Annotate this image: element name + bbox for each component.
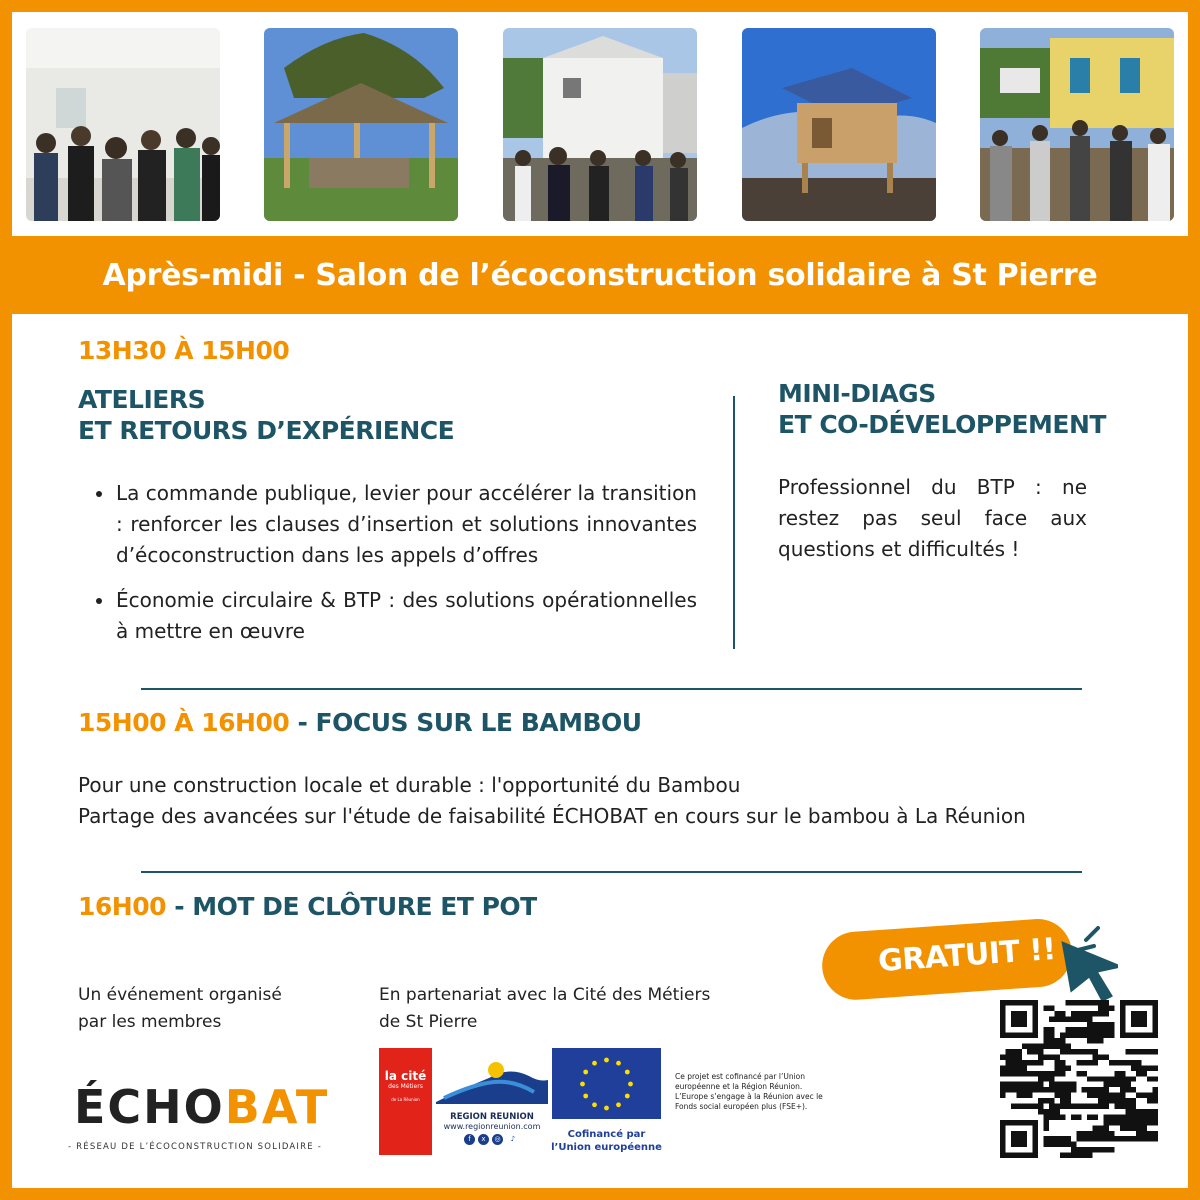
cite-line2: des Métiers: [388, 1083, 423, 1090]
cite-line3: de La Réunion: [391, 1097, 420, 1102]
mini-diags-heading-line1: MINI-DIAGS: [778, 379, 936, 408]
region-reunion-logo: [434, 1058, 550, 1158]
workshops-heading-line2: ET RETOURS D’EXPÉRIENCE: [78, 416, 455, 445]
session2-title: - FOCUS SUR LE BAMBOU: [289, 708, 642, 737]
column-divider: [733, 396, 735, 649]
session3-title: - MOT DE CLÔTURE ET POT: [166, 892, 537, 921]
eu-caption: [544, 1128, 669, 1154]
session2-time: 15H00 À 16H00: [78, 708, 290, 737]
list-item: Économie circulaire & BTP : des solutions opérationnelles à mettre en œuvre: [92, 585, 697, 647]
partner-text: [379, 982, 710, 1036]
region-url: www.regionreunion.com: [443, 1122, 541, 1131]
eu-stars-icon: [580, 1058, 633, 1111]
bamboo-line2: Partage des avancées sur l'étude de faisabilité ÉCHOBAT en cours sur le bambou à La Réunion: [78, 804, 1026, 828]
bamboo-description: [78, 770, 1123, 832]
photo-bamboo-pavilion: [264, 28, 458, 221]
bamboo-line1: Pour une construction locale et durable : l'opportunité du Bambou: [78, 773, 741, 797]
session3-heading: [78, 892, 537, 921]
flyer-content: [12, 12, 1188, 1188]
region-name: REGION REUNION: [450, 1112, 534, 1122]
mini-diags-text: Professionnel du BTP : ne restez pas seul face aux questions et difficultés !: [778, 475, 1087, 561]
instagram-icon: ◎: [492, 1134, 503, 1145]
gratuit-label: GRATUIT !!: [876, 931, 1057, 980]
organizer-line1: Un événement organisé: [78, 985, 282, 1005]
echobat-logo-main: ÉCHO: [74, 1080, 225, 1134]
organizer-text: [78, 982, 282, 1036]
eu-funding-note: Ce projet est cofinancé par l’Union européenne et la Région Réunion. L’Europe s’engage à la Réunion avec le Fonds social européen plus (FSE+).: [675, 1072, 823, 1111]
banner-title: Après-midi - Salon de l’écoconstruction solidaire à St Pierre: [102, 257, 1098, 293]
workshops-heading-line1: ATELIERS: [78, 385, 206, 414]
echobat-tagline: - RÉSEAU DE L’ÉCOCONSTRUCTION SOLIDAIRE -: [68, 1142, 322, 1152]
photo-workshop-interior: [26, 28, 220, 221]
session1-time: 13H30 À 15H00: [78, 336, 290, 365]
list-item: La commande publique, levier pour accélérer la transition : renforcer les clauses d’insertion et solutions innovantes d’écoconstruction dans les appels d’offres: [92, 478, 697, 571]
partner-line1: En partenariat avec la Cité des Métiers: [379, 985, 711, 1005]
session2-heading: [78, 708, 642, 737]
eu-caption-line1: Cofinancé par: [567, 1129, 646, 1140]
x-icon: x: [478, 1134, 489, 1145]
region-mountain-icon: [434, 1058, 550, 1106]
photo-strip: [12, 12, 1188, 236]
mini-diags-heading-line2: ET CO-DÉVELOPPEMENT: [778, 410, 1106, 439]
facebook-icon: f: [464, 1134, 475, 1145]
session3-time: 16H00: [78, 892, 167, 921]
organizer-line2: par les membres: [78, 1012, 222, 1032]
section-divider: [141, 688, 1082, 690]
eu-caption-line2: l’Union européenne: [551, 1142, 662, 1153]
photo-house-visit: [503, 28, 697, 221]
social-icons: [434, 1134, 550, 1145]
photo-wooden-house: [742, 28, 936, 221]
partner-line2: de St Pierre: [379, 1012, 478, 1032]
echobat-logo: [74, 1080, 329, 1134]
app-icon: ♪: [506, 1134, 520, 1145]
section-divider: [141, 871, 1082, 873]
workshops-heading: [78, 384, 454, 446]
photo-site-visit: [980, 28, 1174, 221]
cite-line1: la cité: [384, 1069, 427, 1083]
title-banner: [0, 236, 1200, 314]
echobat-logo-accent: BAT: [224, 1080, 330, 1134]
qr-code-icon[interactable]: [1000, 1000, 1158, 1158]
cite-des-metiers-logo: [379, 1048, 432, 1155]
eu-flag: [552, 1048, 661, 1119]
workshop-topics-list: [92, 478, 697, 661]
mini-diags-heading: [778, 378, 1106, 440]
